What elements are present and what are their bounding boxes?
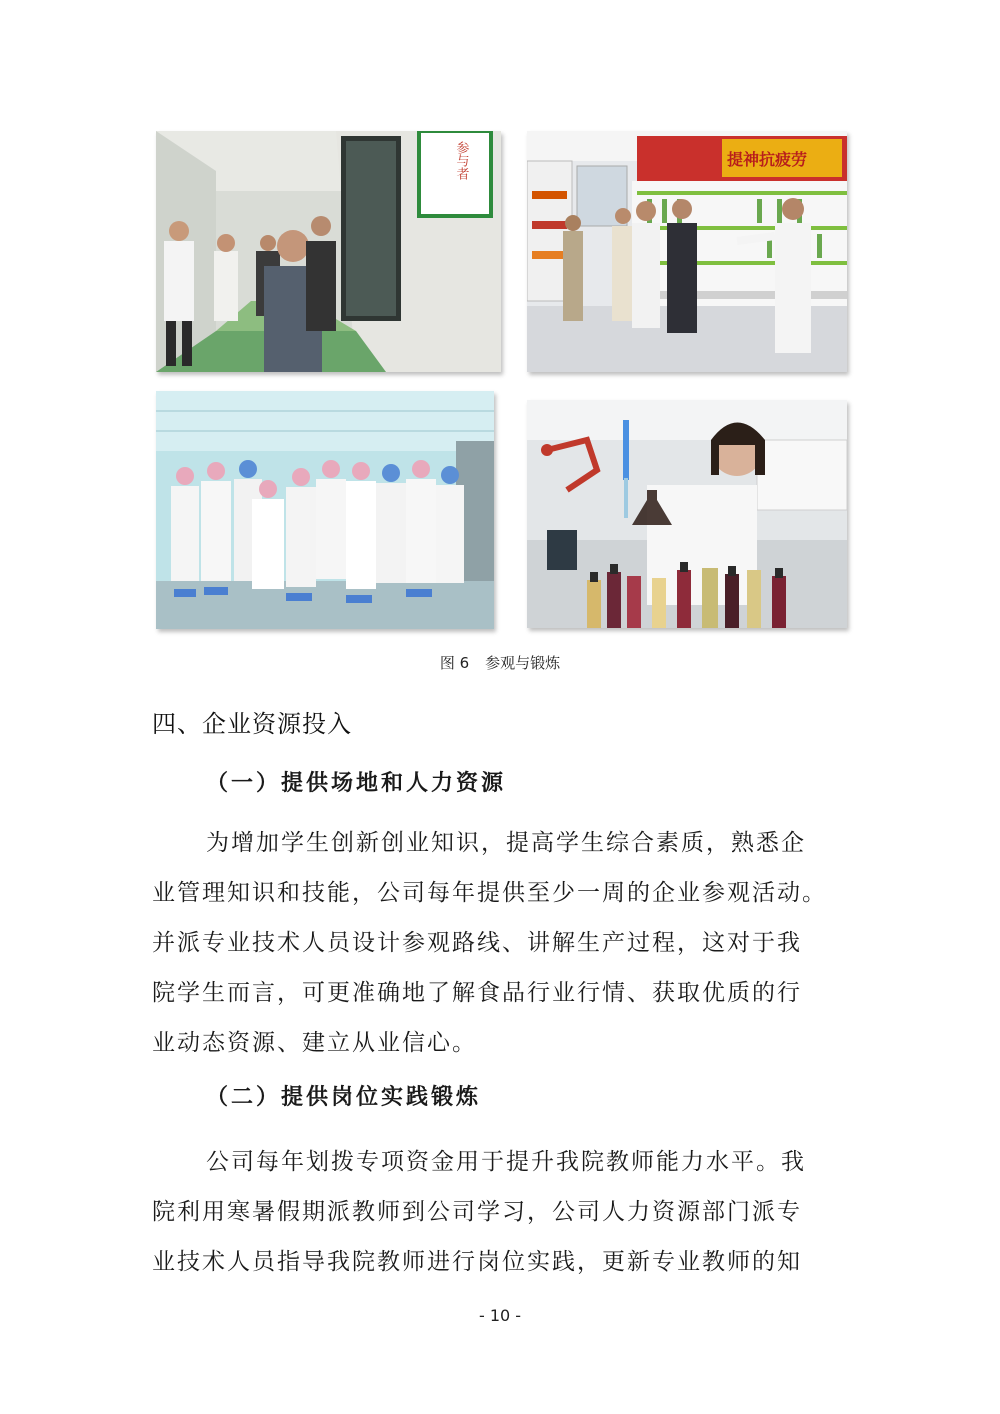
- paragraph-line: 院学生而言，可更准确地了解食品行业行情、获取优质的行: [152, 980, 802, 1006]
- figure-title: 参观与锻炼: [485, 654, 561, 672]
- subsection-heading-2: （二）提供岗位实践锻炼: [206, 1084, 482, 1110]
- paragraph-2: [152, 1137, 852, 1287]
- figure-number: 图 6: [439, 654, 470, 672]
- page-number: - 10 -: [478, 1306, 522, 1325]
- photo-product-showroom: [527, 131, 847, 372]
- subsection-heading-1: （一）提供场地和人力资源: [206, 770, 507, 796]
- corridor-sign-text: 参与者: [453, 141, 469, 180]
- photo-factory-corridor-visit: [156, 131, 501, 372]
- photo-group-lab-coats: [156, 391, 494, 629]
- paragraph-line: 并派专业技术人员设计参观路线、讲解生产过程，这对于我: [152, 930, 802, 956]
- paragraph-line: 业动态资源、建立从业信心。: [152, 1030, 477, 1056]
- paragraph-line: 公司每年划拨专项资金用于提升我院教师能力水平。我: [206, 1149, 806, 1175]
- figure-caption: [0, 652, 1000, 673]
- paragraph-1: [152, 818, 852, 1068]
- showroom-banner-text: 提神抗疲劳: [727, 150, 808, 169]
- paragraph-line: 为增加学生创新创业知识，提高学生综合素质，熟悉企: [206, 830, 806, 856]
- paragraph-line: 业技术人员指导我院教师进行岗位实践，更新专业教师的知: [152, 1249, 802, 1275]
- section-heading: 四、企业资源投入: [152, 710, 352, 738]
- photo-lab-technician: [527, 400, 847, 628]
- paragraph-line: 院利用寒暑假期派教师到公司学习，公司人力资源部门派专: [152, 1199, 802, 1225]
- paragraph-line: 业管理知识和技能，公司每年提供至少一周的企业参观活动。: [152, 880, 827, 906]
